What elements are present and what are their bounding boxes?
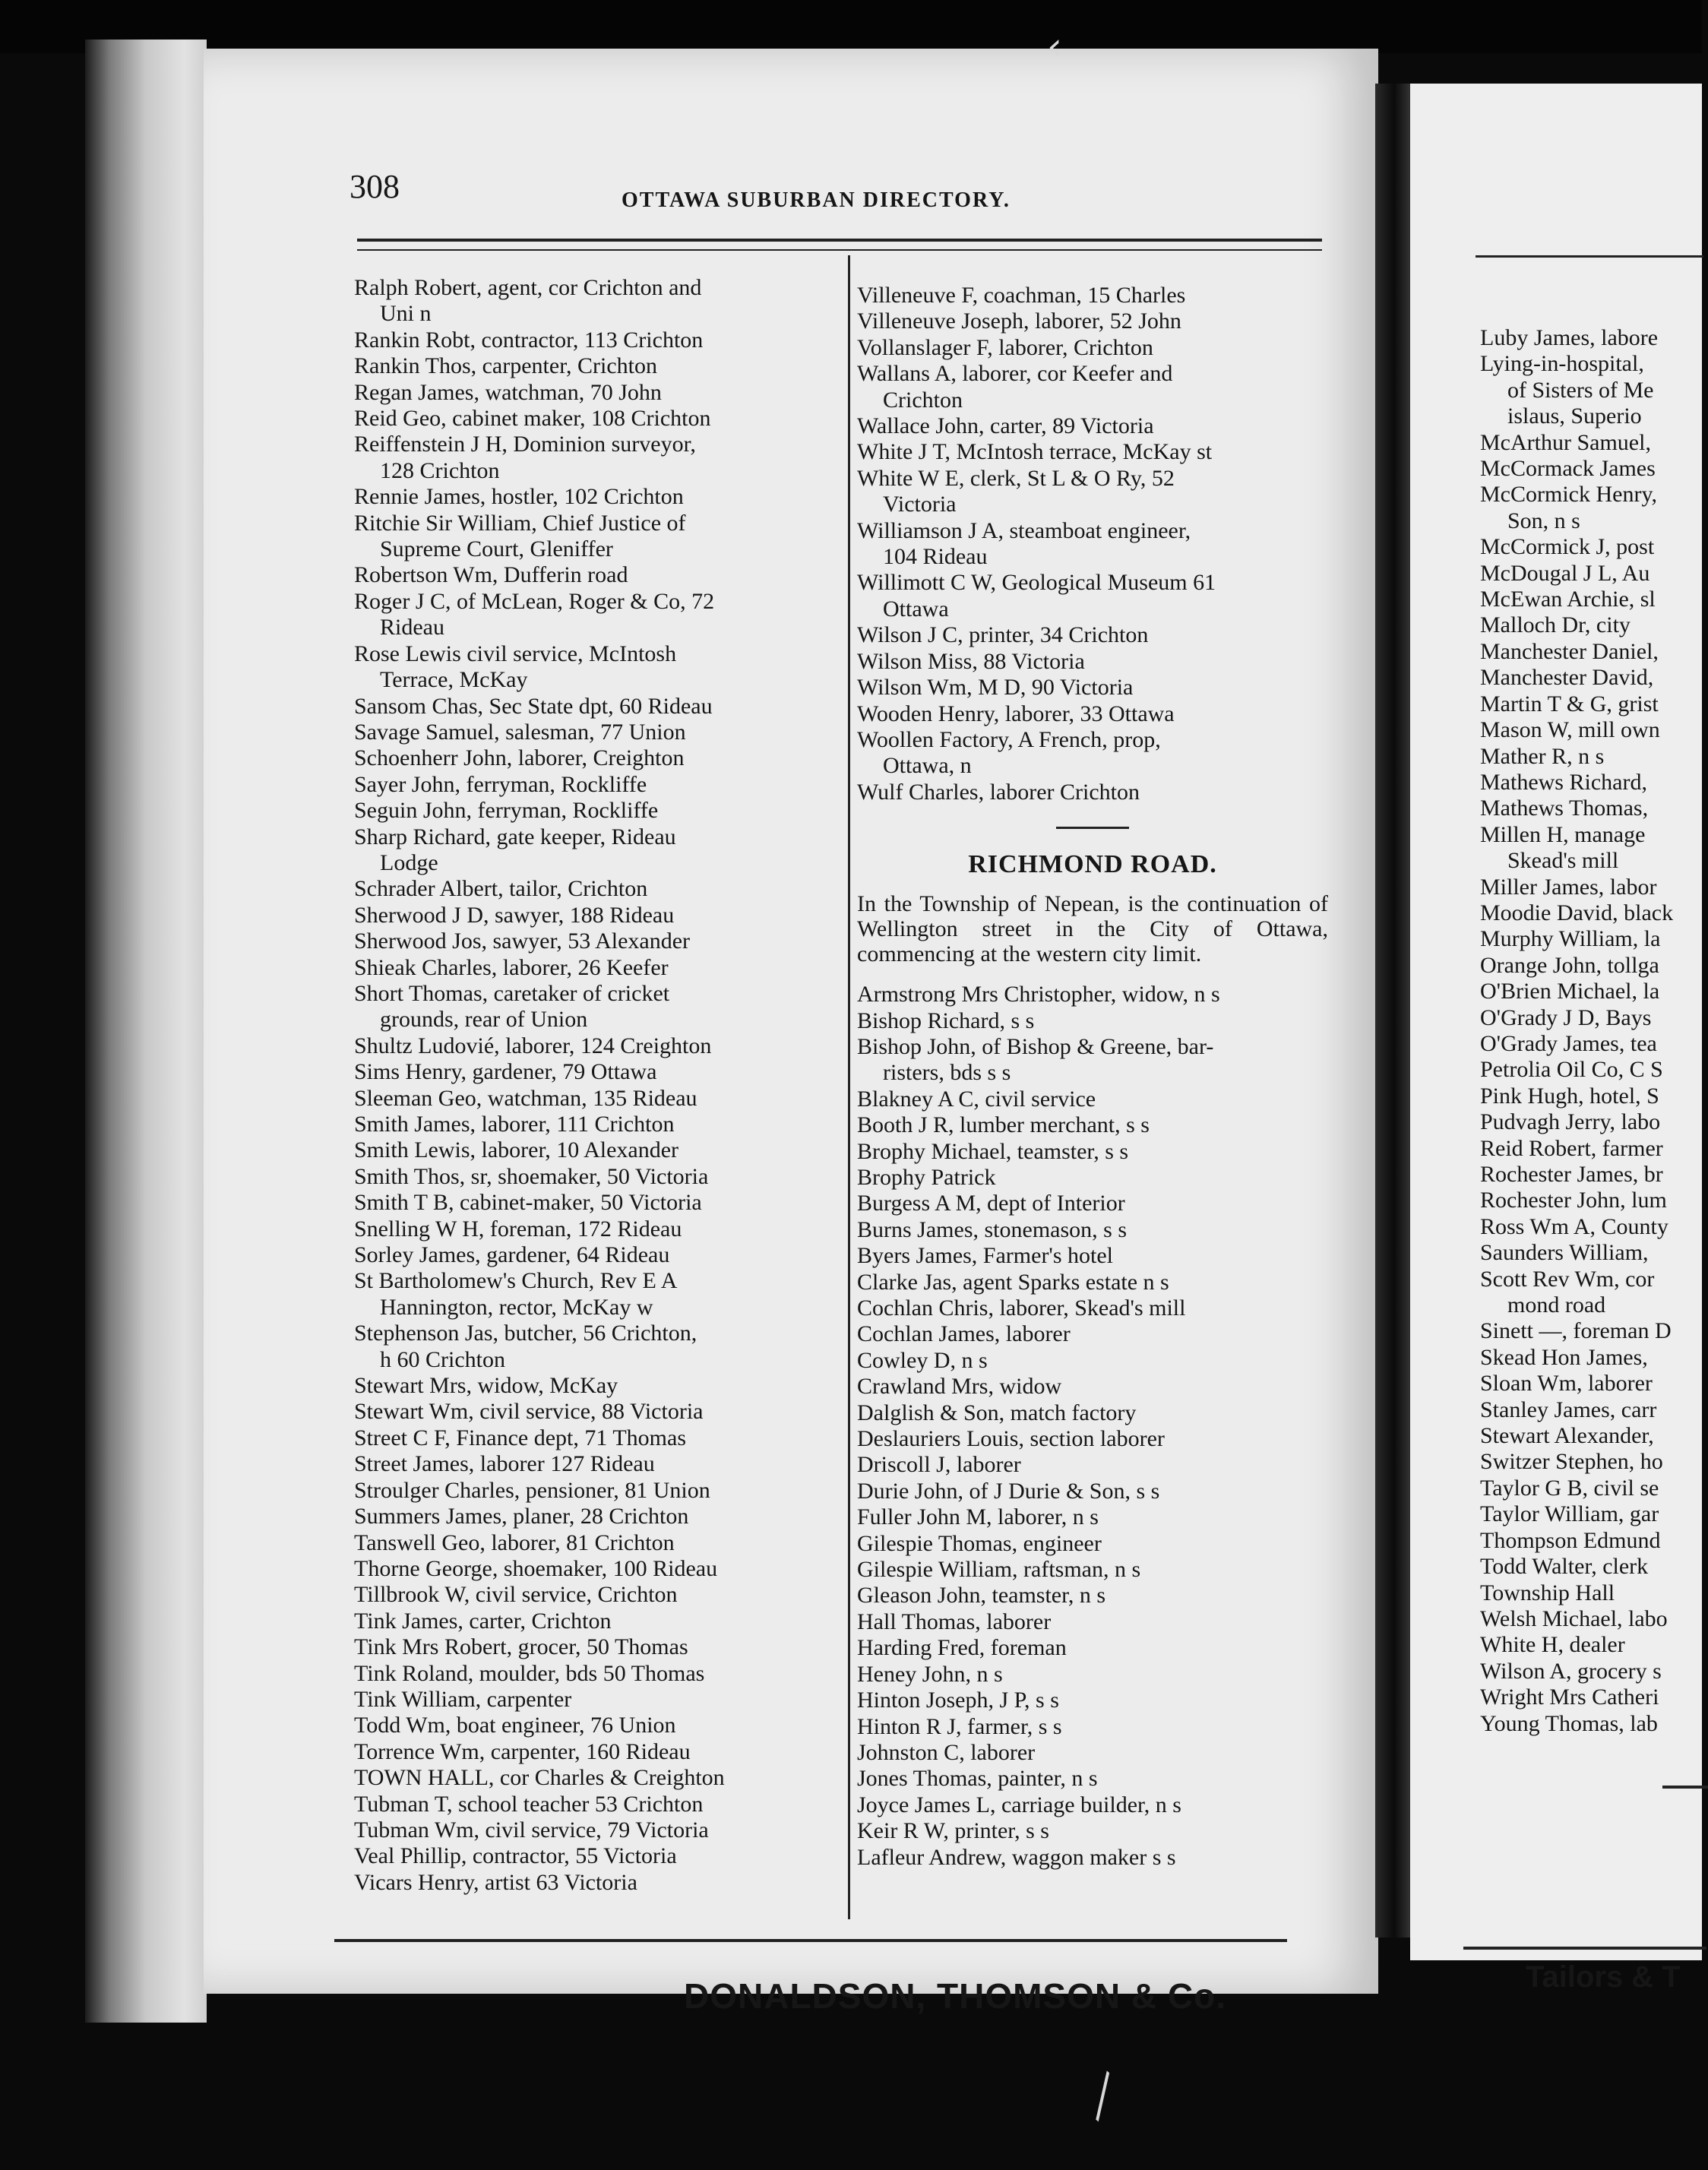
directory-entry: Smith T B, cabinet-maker, 50 Victoria bbox=[354, 1190, 702, 1216]
directory-entry: Ross Wm A, County bbox=[1480, 1213, 1668, 1239]
directory-entry: Wilson A, grocery s bbox=[1480, 1658, 1662, 1684]
section-separator bbox=[1056, 827, 1129, 829]
directory-entry: Saunders William, bbox=[1480, 1240, 1649, 1266]
directory-entry: White W E, clerk, St L & O Ry, 52 bbox=[857, 465, 1175, 491]
directory-entry: Lafleur Andrew, waggon maker s s bbox=[857, 1844, 1176, 1870]
header-rule bbox=[357, 239, 1322, 251]
directory-entry: Switzer Stephen, ho bbox=[1480, 1449, 1663, 1475]
directory-entry: Luby James, labore bbox=[1480, 325, 1659, 350]
directory-entry: Todd Walter, clerk bbox=[1480, 1554, 1649, 1580]
directory-entry: Mather R, n s bbox=[1480, 743, 1605, 769]
directory-entry: Burgess A M, dept of Interior bbox=[857, 1191, 1125, 1216]
directory-entry: Burns James, stonemason, s s bbox=[857, 1216, 1127, 1242]
book-gutter bbox=[1375, 84, 1413, 1938]
directory-entry: Manchester Daniel, bbox=[1480, 638, 1659, 664]
directory-entry: h 60 Crichton bbox=[380, 1346, 505, 1372]
directory-entry: Hall Thomas, laborer bbox=[857, 1609, 1052, 1634]
directory-entry: Township Hall bbox=[1480, 1580, 1615, 1605]
directory-entry: O'Brien Michael, la bbox=[1480, 979, 1660, 1004]
directory-entry: Sleeman Geo, watchman, 135 Rideau bbox=[354, 1085, 697, 1111]
directory-entry: Wilson Wm, M D, 90 Victoria bbox=[857, 675, 1134, 701]
directory-entry: Hannington, rector, McKay w bbox=[380, 1294, 653, 1320]
directory-entry: Sayer John, ferryman, Rockliffe bbox=[354, 771, 647, 797]
directory-entry: Sharp Richard, gate keeper, Rideau bbox=[354, 824, 676, 849]
column-divider bbox=[848, 255, 850, 1919]
footer-rule bbox=[334, 1939, 1287, 1942]
right-footer-advertisement: Tailors & T bbox=[1526, 1960, 1681, 1994]
directory-entry: Orange John, tollga bbox=[1480, 952, 1659, 978]
directory-entry: Ottawa, n bbox=[883, 753, 972, 779]
directory-entry: Reid Robert, farmer bbox=[1480, 1135, 1663, 1161]
directory-entry: Supreme Court, Gleniffer bbox=[380, 536, 613, 562]
directory-column-middle bbox=[857, 283, 1328, 1871]
directory-entry: Sansom Chas, Sec State dpt, 60 Rideau bbox=[354, 693, 713, 719]
directory-entry: Scott Rev Wm, cor bbox=[1480, 1266, 1655, 1292]
directory-entry: McCormack James bbox=[1480, 456, 1656, 482]
directory-entry: Uni n bbox=[380, 301, 432, 327]
directory-entry: Blakney A C, civil service bbox=[857, 1086, 1096, 1112]
directory-entry: Wulf Charles, laborer Crichton bbox=[857, 779, 1140, 805]
directory-entry: Stewart Wm, civil service, 88 Victoria bbox=[354, 1399, 704, 1425]
directory-entry: Brophy Michael, teamster, s s bbox=[857, 1138, 1129, 1164]
directory-entry: Moodie David, black bbox=[1480, 900, 1674, 925]
directory-entry: Heney John, n s bbox=[857, 1661, 1003, 1687]
directory-entry: Mathews Richard, bbox=[1480, 769, 1647, 795]
directory-column-right bbox=[1480, 325, 1708, 1737]
directory-entry: Smith Thos, sr, shoemaker, 50 Victoria bbox=[354, 1163, 709, 1189]
page-number: 308 bbox=[350, 168, 400, 205]
directory-entry: Shieak Charles, laborer, 26 Keefer bbox=[354, 954, 669, 980]
directory-entry: Stewart Alexander, bbox=[1480, 1423, 1654, 1449]
scan-mark: ‹ bbox=[1047, 24, 1062, 68]
directory-entry: Tink Mrs Robert, grocer, 50 Thomas bbox=[354, 1634, 688, 1660]
directory-entry: Gilespie William, raftsman, n s bbox=[857, 1557, 1141, 1583]
directory-entry: Deslauriers Louis, section laborer bbox=[857, 1426, 1165, 1452]
directory-entry: McDougal J L, Au bbox=[1480, 560, 1650, 586]
directory-entry: Wooden Henry, laborer, 33 Ottawa bbox=[857, 701, 1175, 726]
directory-entry: Todd Wm, boat engineer, 76 Union bbox=[354, 1713, 676, 1738]
directory-entry: Driscoll J, laborer bbox=[857, 1452, 1021, 1478]
directory-entry: Ritchie Sir William, Chief Justice of bbox=[354, 510, 686, 536]
directory-entry: Short Thomas, caretaker of cricket bbox=[354, 980, 670, 1006]
directory-entry: Thorne George, shoemaker, 100 Rideau bbox=[354, 1555, 718, 1581]
directory-entry: 104 Rideau bbox=[883, 544, 988, 570]
directory-entry: Clarke Jas, agent Sparks estate n s bbox=[857, 1269, 1169, 1295]
directory-entry: Fuller John M, laborer, n s bbox=[857, 1504, 1099, 1530]
right-section-rule bbox=[1662, 1786, 1708, 1789]
directory-entry: Byers James, Farmer's hotel bbox=[857, 1243, 1114, 1269]
directory-entry: Tillbrook W, civil service, Crichton bbox=[354, 1582, 678, 1608]
directory-entry: St Bartholomew's Church, Rev E A bbox=[354, 1268, 678, 1294]
directory-entry: Wilson J C, printer, 34 Crichton bbox=[857, 622, 1149, 648]
right-footer-rule bbox=[1463, 1947, 1706, 1950]
directory-entry: of Sisters of Me bbox=[1507, 377, 1654, 403]
directory-entry: mond road bbox=[1507, 1292, 1606, 1318]
directory-entry: Mathews Thomas, bbox=[1480, 796, 1649, 821]
directory-entry: Pudvagh Jerry, labo bbox=[1480, 1109, 1661, 1135]
directory-entry: Keir R W, printer, s s bbox=[857, 1818, 1049, 1844]
directory-entry: Welsh Michael, labo bbox=[1480, 1605, 1668, 1631]
directory-entry: Rideau bbox=[380, 615, 444, 641]
directory-entry: Torrence Wm, carpenter, 160 Rideau bbox=[354, 1738, 691, 1764]
section-title: RICHMOND ROAD. bbox=[968, 850, 1217, 879]
book-page-edges bbox=[85, 40, 207, 2023]
directory-entry: McArthur Samuel, bbox=[1480, 429, 1651, 455]
directory-entry: Dalglish & Son, match factory bbox=[857, 1400, 1137, 1425]
directory-entry: Armstrong Mrs Christopher, widow, n s bbox=[857, 982, 1220, 1008]
directory-entry: Stephenson Jas, butcher, 56 Crichton, bbox=[354, 1321, 697, 1346]
directory-entry: Cowley D, n s bbox=[857, 1347, 988, 1373]
directory-entry: Sims Henry, gardener, 79 Ottawa bbox=[354, 1059, 657, 1085]
directory-entry: 128 Crichton bbox=[380, 457, 500, 483]
directory-entry: McEwan Archie, sl bbox=[1480, 587, 1656, 612]
directory-entry: Tink Roland, moulder, bds 50 Thomas bbox=[354, 1660, 705, 1686]
directory-entry: Harding Fred, foreman bbox=[857, 1635, 1067, 1661]
directory-entry: Willimott C W, Geological Museum 61 bbox=[857, 570, 1216, 596]
directory-entry: Roger J C, of McLean, Roger & Co, 72 bbox=[354, 588, 715, 614]
directory-entry: Smith Lewis, laborer, 10 Alexander bbox=[354, 1137, 679, 1163]
directory-entry: Rankin Robt, contractor, 113 Crichton bbox=[354, 327, 704, 353]
directory-entry: Rochester John, lum bbox=[1480, 1188, 1667, 1213]
directory-entry: Rose Lewis civil service, McIntosh bbox=[354, 641, 677, 666]
directory-entry: Son, n s bbox=[1507, 508, 1580, 533]
directory-entry: Bishop John, of Bishop & Greene, bar- bbox=[857, 1033, 1214, 1059]
directory-entry: Lodge bbox=[380, 849, 438, 875]
directory-entry: Tubman Wm, civil service, 79 Victoria bbox=[354, 1817, 709, 1843]
directory-entry: Woollen Factory, A French, prop, bbox=[857, 726, 1161, 752]
directory-entry: Joyce James L, carriage builder, n s bbox=[857, 1792, 1181, 1817]
directory-entry: Regan James, watchman, 70 John bbox=[354, 379, 662, 405]
directory-entry: Street James, laborer 127 Rideau bbox=[354, 1451, 655, 1477]
directory-entry: Wright Mrs Catheri bbox=[1480, 1684, 1659, 1710]
directory-entry: Petrolia Oil Co, C S bbox=[1480, 1057, 1663, 1083]
directory-entry: Tanswell Geo, laborer, 81 Crichton bbox=[354, 1529, 675, 1555]
directory-entry: Reiffenstein J H, Dominion surveyor, bbox=[354, 432, 696, 457]
directory-entry: Taylor G B, civil se bbox=[1480, 1475, 1659, 1501]
directory-entry: Martin T & G, grist bbox=[1480, 691, 1659, 716]
directory-entry: Cochlan James, laborer bbox=[857, 1321, 1071, 1347]
directory-entry: Manchester David, bbox=[1480, 665, 1654, 691]
directory-entry: Rankin Thos, carpenter, Crichton bbox=[354, 353, 657, 379]
directory-entry: Durie John, of J Durie & Son, s s bbox=[857, 1478, 1160, 1504]
directory-entry: Wallans A, laborer, cor Keefer and bbox=[857, 361, 1173, 387]
directory-entry: Tubman T, school teacher 53 Crichton bbox=[354, 1791, 704, 1817]
directory-entry: Williamson J A, steamboat engineer, bbox=[857, 517, 1191, 543]
directory-entry: Tink William, carpenter bbox=[354, 1686, 572, 1712]
directory-entry: Street C F, Finance dept, 71 Thomas bbox=[354, 1425, 686, 1450]
directory-entry: Murphy William, la bbox=[1480, 926, 1661, 952]
directory-entry: White H, dealer bbox=[1480, 1632, 1625, 1658]
directory-entry: Lying-in-hospital, bbox=[1480, 351, 1644, 377]
scan-mark: ╲ bbox=[1079, 2072, 1126, 2121]
directory-entry: Millen H, manage bbox=[1480, 821, 1646, 847]
directory-entry: Rennie James, hostler, 102 Crichton bbox=[354, 484, 684, 510]
directory-entry: TOWN HALL, cor Charles & Creighton bbox=[354, 1765, 725, 1791]
entries-list-richmond-road bbox=[857, 982, 1328, 1871]
directory-entry: Villeneuve F, coachman, 15 Charles bbox=[857, 283, 1186, 308]
scan-background bbox=[0, 0, 1702, 53]
directory-entry: Skead Hon James, bbox=[1480, 1344, 1648, 1370]
directory-entry: Snelling W H, foreman, 172 Rideau bbox=[354, 1216, 682, 1242]
directory-entry: Reid Geo, cabinet maker, 108 Crichton bbox=[354, 406, 711, 432]
directory-entry: Terrace, McKay bbox=[380, 667, 528, 693]
directory-entry: Hinton R J, farmer, s s bbox=[857, 1713, 1062, 1739]
directory-entry: Wallace John, carter, 89 Victoria bbox=[857, 413, 1154, 439]
directory-entry: Young Thomas, lab bbox=[1480, 1710, 1658, 1736]
directory-entry: Schoenherr John, laborer, Creighton bbox=[354, 745, 685, 771]
directory-entry: Johnston C, laborer bbox=[857, 1739, 1036, 1765]
directory-entry: Summers James, planer, 28 Crichton bbox=[354, 1504, 689, 1529]
directory-entry: islaus, Superio bbox=[1507, 403, 1642, 429]
directory-entry: Vicars Henry, artist 63 Victoria bbox=[354, 1869, 637, 1895]
directory-entry: Gilespie Thomas, engineer bbox=[857, 1530, 1102, 1556]
directory-entry: Ralph Robert, agent, cor Crichton and bbox=[354, 275, 702, 300]
directory-entry: Gleason John, teamster, n s bbox=[857, 1583, 1106, 1609]
directory-entry: Pink Hugh, hotel, S bbox=[1480, 1083, 1659, 1109]
directory-entry: Crichton bbox=[883, 387, 963, 413]
right-page bbox=[1410, 84, 1702, 1994]
directory-entry: Miller James, labor bbox=[1480, 874, 1657, 900]
directory-entry: Victoria bbox=[883, 492, 957, 517]
directory-entry: White J T, McIntosh terrace, McKay st bbox=[857, 439, 1213, 465]
directory-entry: Villeneuve Joseph, laborer, 52 John bbox=[857, 308, 1181, 334]
directory-entry: Sorley James, gardener, 64 Rideau bbox=[354, 1242, 670, 1268]
directory-entry: Crawland Mrs, widow bbox=[857, 1374, 1062, 1400]
directory-entry: Hinton Joseph, J P, s s bbox=[857, 1688, 1059, 1713]
directory-entry: Veal Phillip, contractor, 55 Victoria bbox=[354, 1843, 677, 1869]
directory-entry: Sinett —, foreman D bbox=[1480, 1318, 1672, 1344]
directory-entry: Ottawa bbox=[883, 596, 949, 622]
directory-entry: Sloan Wm, laborer bbox=[1480, 1371, 1653, 1397]
directory-entry: Robertson Wm, Dufferin road bbox=[354, 562, 628, 588]
page-title: OTTAWA SUBURBAN DIRECTORY. bbox=[622, 188, 1011, 212]
right-header-rule bbox=[1476, 255, 1703, 258]
directory-entry: McCormick J, post bbox=[1480, 534, 1655, 560]
directory-entry: Cochlan Chris, laborer, Skead's mill bbox=[857, 1295, 1186, 1321]
directory-entry: Sherwood Jos, sawyer, 53 Alexander bbox=[354, 928, 691, 954]
directory-entry: McCormick Henry, bbox=[1480, 482, 1657, 508]
directory-entry: Wilson Miss, 88 Victoria bbox=[857, 648, 1085, 674]
directory-entry: grounds, rear of Union bbox=[380, 1007, 588, 1033]
directory-entry: Mason W, mill own bbox=[1480, 717, 1660, 743]
directory-entry: Jones Thomas, painter, n s bbox=[857, 1766, 1098, 1792]
directory-entry: Stewart Mrs, widow, McKay bbox=[354, 1373, 618, 1399]
directory-entry: Sherwood J D, sawyer, 188 Rideau bbox=[354, 902, 675, 928]
directory-entry: Vollanslager F, laborer, Crichton bbox=[857, 334, 1153, 360]
directory-entry: O'Grady J D, Bays bbox=[1480, 1004, 1652, 1030]
directory-entry: Malloch Dr, city bbox=[1480, 612, 1631, 638]
directory-entry: risters, bds s s bbox=[883, 1060, 1011, 1086]
directory-entry: Thompson Edmund bbox=[1480, 1527, 1661, 1553]
footer-advertisement: DONALDSON, THOMSON & Co. bbox=[684, 1976, 1226, 2016]
directory-entry: Brophy Patrick bbox=[857, 1164, 996, 1190]
section-intro: In the Township of Nepean, is the continuation of Wellington street in the City of Ottawa, commencing at the western city limit. bbox=[857, 891, 1328, 967]
directory-entry: Taylor William, gar bbox=[1480, 1501, 1659, 1527]
directory-entry: Tink James, carter, Crichton bbox=[354, 1608, 612, 1634]
directory-entry: Stroulger Charles, pensioner, 81 Union bbox=[354, 1477, 710, 1503]
directory-entry: Schrader Albert, tailor, Crichton bbox=[354, 876, 648, 902]
directory-entry: Savage Samuel, salesman, 77 Union bbox=[354, 719, 686, 745]
directory-column-left bbox=[354, 275, 825, 1896]
directory-entry: Bishop Richard, s s bbox=[857, 1008, 1035, 1033]
directory-entry: Rochester James, br bbox=[1480, 1162, 1663, 1187]
directory-entry: Smith James, laborer, 111 Crichton bbox=[354, 1112, 675, 1137]
directory-entry: Seguin John, ferryman, Rockliffe bbox=[354, 798, 659, 824]
directory-entry: Booth J R, lumber merchant, s s bbox=[857, 1112, 1150, 1138]
directory-entry: Shultz Ludovié, laborer, 124 Creighton bbox=[354, 1033, 712, 1058]
directory-entry: Stanley James, carr bbox=[1480, 1397, 1657, 1422]
directory-entry: O'Grady James, tea bbox=[1480, 1030, 1657, 1056]
entries-list-top bbox=[857, 283, 1328, 805]
directory-entry: Skead's mill bbox=[1507, 848, 1619, 874]
